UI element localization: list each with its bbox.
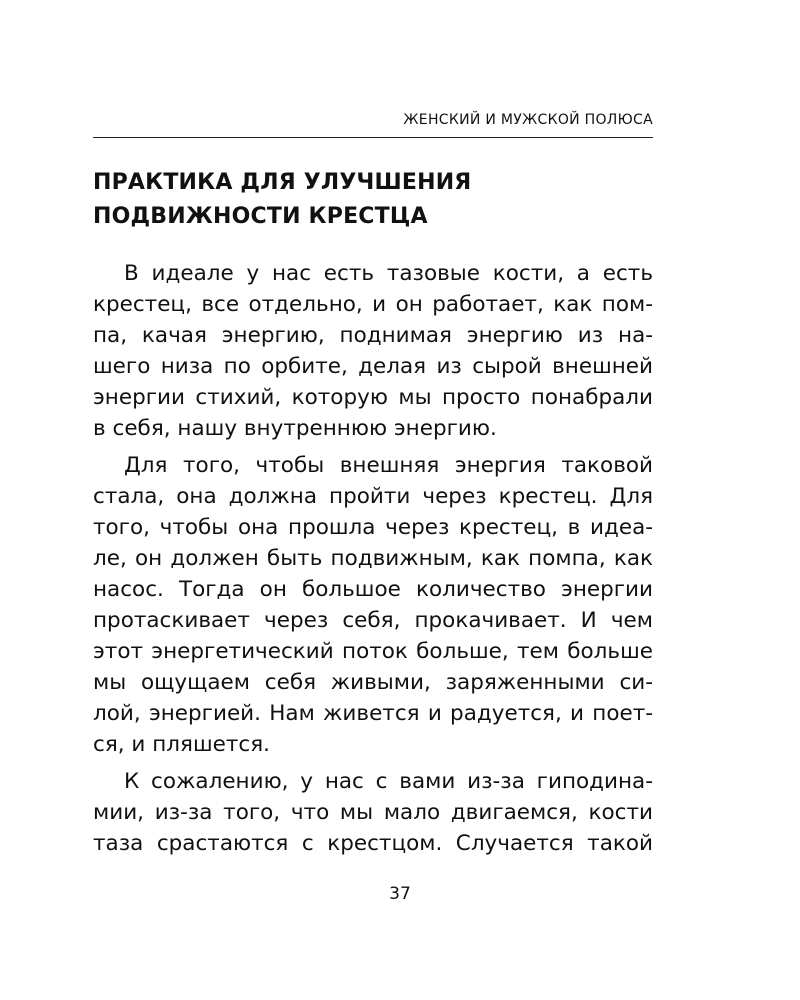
text-line: таза срастаются с крестцом. Случается такой: [93, 831, 653, 856]
text-line: лой, энергией. Нам живется и радуется, и поет-: [93, 701, 653, 726]
text-line: того, чтобы она прошла через крестец, в идеа-: [93, 515, 653, 540]
text-line: этот энергетический поток больше, тем больше: [93, 639, 653, 664]
paragraph: [93, 450, 653, 760]
body-text: [93, 258, 653, 865]
text-line: мы ощущаем себя живыми, заряженными си-: [93, 670, 653, 695]
text-line: протаскивает через себя, прокачивает. И чем: [93, 608, 653, 633]
text-line: шего низа по орбите, делая из сырой внешней: [93, 354, 653, 379]
section-title-line: ПРАКТИКА ДЛЯ УЛУЧШЕНИЯ: [93, 170, 472, 195]
text-line: насос. Тогда он большое количество энергии: [93, 577, 653, 602]
paragraph: [93, 258, 653, 444]
text-line: В идеале у нас есть тазовые кости, а есть: [124, 261, 653, 286]
page-number: 37: [389, 884, 411, 904]
section-title-line: ПОДВИЖНОСТИ КРЕСТЦА: [93, 204, 428, 229]
text-line: па, качая энергию, поднимая энергию из на-: [93, 323, 653, 348]
text-line: ся, и пляшется.: [93, 732, 270, 757]
text-line: энергии стихий, которую мы просто понабрали: [93, 385, 653, 410]
paragraph: [93, 766, 653, 859]
text-line: Для того, чтобы внешняя энергия таковой: [124, 453, 653, 478]
text-line: К сожалению, у нас с вами из-за гиподина-: [124, 769, 653, 794]
text-line: ле, он должен быть подвижным, как помпа, как: [93, 546, 653, 571]
text-line: крестец, все отдельно, и он работает, как пом-: [93, 292, 653, 317]
running-header: ЖЕНСКИЙ И МУЖСКОЙ ПОЛЮСА: [93, 108, 653, 138]
text-line: в себя, нашу внутреннюю энергию.: [93, 416, 497, 441]
text-line: стала, она должна пройти через крестец. Для: [93, 484, 653, 509]
text-line: мии, из-за того, что мы мало двигаемся, кости: [93, 800, 653, 825]
section-title: [93, 166, 653, 234]
